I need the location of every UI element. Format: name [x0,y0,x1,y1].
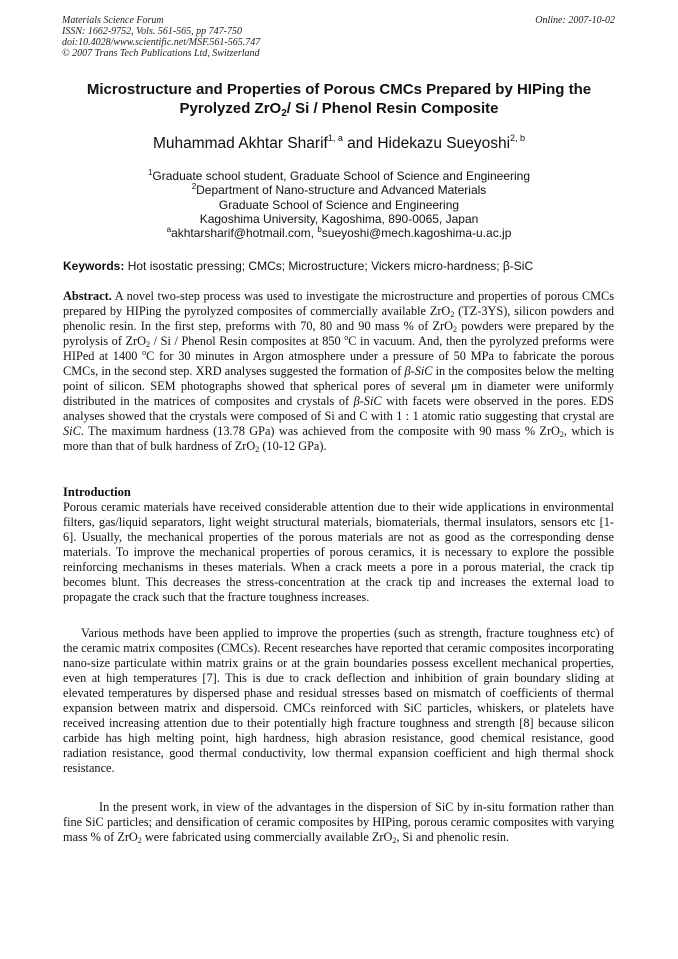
keywords-label: Keywords: [63,259,125,273]
intro-paragraph-2: Various methods have been applied to improve the properties (such as strength, fracture toughness etc) of the ceramic matrix composites (CMCs). Recent researches have reported that ceramic composites incorporating nano-size particulate within matrix grains or at the grain boundaries possess excellent mechanical properties, even at high temperatures [7]. This is due to crack deflection and inhibition of grain boundary sliding at elevated temperatures by dispersed phase and residual stresses based on mismatch of coefficients of thermal expansion between matrix and dispersoid. CMCs reinforced with SiC particles, whiskers, or platelets have received increasing attention due to their potentially high fracture toughness and strength [8] because silicon carbide has high melting point, high hardness, high abrasion resistance, good chemical resistance, good radiation resistance, good thermal conductivity, low thermal expansion coefficient and high thermal shock resistance. [63,626,614,775]
paper-title [40,80,638,118]
keywords [63,259,533,273]
email-a-mark: a [166,225,172,235]
abstract-text: (10-12 GPa). [259,439,327,453]
abstract-text: , which is more than that of bulk hardness of ZrO [63,424,614,453]
degree-mark: o [344,333,349,342]
abstract-text: (TZ-3YS), silicon powders and phenolic resin. In the first step, preforms with 70, 80 and 90 mass % of ZrO [63,304,614,333]
keywords-text: Hot isostatic pressing; CMCs; Microstructure; Vickers micro-hardness; β-SiC [124,259,534,273]
sic-term: SiC [63,424,81,438]
author-list [40,134,638,154]
affil-1-mark: 1 [147,168,153,177]
degree-mark: o [142,348,147,357]
title-line-1: Microstructure and Properties of Porous CMCs Prepared by HIPing the [86,81,592,98]
title-subscript: 2 [281,108,287,119]
introduction-heading: Introduction [63,485,131,499]
subscript: 2 [450,310,455,319]
affiliations [40,169,638,240]
abstract-text: / Si / Phenol Resin composites at 850 [150,334,345,348]
author-2: Hidekazu Sueyoshi [377,135,511,152]
publication-metadata [62,15,260,59]
intro-3-text: , Si and phenolic resin. [396,830,510,844]
online-date: Online: 2007-10-02 [535,15,615,26]
beta-sic-term: β-SiC [353,394,382,408]
journal-name: Materials Science Forum [62,15,164,26]
abstract [63,289,614,454]
title-line-2b: / Si / Phenol Resin Composite [286,100,499,117]
subscript: 2 [146,340,151,349]
abstract-text: A novel two-step process was used to investigate the microstructure and properties of porous CMCs prepared by HIPing the pyrolyzed composites of commercially available ZrO [63,289,614,318]
affil-4: Kagoshima University, Kagoshima, 890-0065, Japan [199,211,479,226]
title-line-2a: Pyrolyzed ZrO [179,100,282,117]
subscript: 2 [453,325,458,334]
email-a[interactable]: akhtarsharif@hotmail.com, [171,226,318,241]
author-and: and [342,135,378,152]
subscript: 2 [559,430,564,439]
intro-3-text: In the present work, in view of the advantages in the dispersion of SiC by in-situ formation rather than fine SiC particles; and densification of ceramic composites by HIPing, porous ceramic composites with varying mass % of ZrO [63,800,614,844]
abstract-text: . The maximum hardness (13.78 GPa) was achieved from the composite with 90 mass % ZrO [80,424,560,438]
abstract-text: with facets were observed in the pores. EDS analyses showed that the crystals were composed of Si and C with 1 : 1 atomic ratio suggesting that crystal are [63,394,615,423]
affil-3: Graduate School of Science and Engineering [218,197,460,212]
email-b-mark: b [317,225,322,235]
copyright-line: © 2007 Trans Tech Publications Ltd, Switzerland [62,48,260,59]
affil-2: Department of Nano-structure and Advanced Materials [196,183,487,198]
affil-2-mark: 2 [191,182,197,192]
intro-paragraph-1: Porous ceramic materials have received considerable attention due to their wide applications in environmental filters, gas/liquid separators, light weight structural materials, biomaterials, thermal insulators, sensors etc [1-6]. Usually, the mechanical properties of the porous materials are not as good as the corresponding dense materials. To improve the mechanical properties of porous ceramics, it is necessary to explore the possible reinforcing mechanisms in theses materials. When a crack meets a pore in a porous material, the crack tip becomes blunt. This decreases the stress-concentration at the crack tip and increases the external load to propagate the crack such that the fracture toughness increases. [63,500,614,604]
abstract-text: in the composites below the melting point of silicon. SEM photographs showed that spherical pores of several μm in diameter were uniformly distributed in the matrices of composites and crystals of [63,364,614,408]
intro-3-text: were fabricated using commercially available ZrO [141,830,393,844]
email-b[interactable]: sueyoshi@mech.kagoshima-u.ac.jp [321,226,512,241]
abstract-text: C in vacuum. And, then the pyrolyzed preforms were HIPed at 1400 [63,334,614,363]
affil-1: Graduate school student, Graduate School of Science and Engineering [152,169,531,183]
subscript: 2 [137,836,142,845]
intro-paragraph-3 [63,800,614,845]
abstract-text: C for 30 minutes in Argon atmosphere under a pressure of 50 MPa to fabricate the porous CMCs, in the second step. XRD analyses suggested the formation of [63,349,614,378]
issn-line: ISSN: 1662-9752, Vols. 561-565, pp 747-750 [62,26,242,37]
author-2-affil: 2, b [510,133,526,143]
subscript: 2 [392,836,397,845]
author-1-affil: 1, a [327,133,343,143]
abstract-text: powders were prepared by the pyrolysis of ZrO [63,319,614,348]
subscript: 2 [255,445,260,454]
doi-line: doi:10.4028/www.scientific.net/MSF.561-565.747 [62,37,261,48]
author-1: Muhammad Akhtar Sharif [152,135,328,152]
beta-sic-term: β-SiC [404,364,433,378]
abstract-label: Abstract. [63,289,112,303]
